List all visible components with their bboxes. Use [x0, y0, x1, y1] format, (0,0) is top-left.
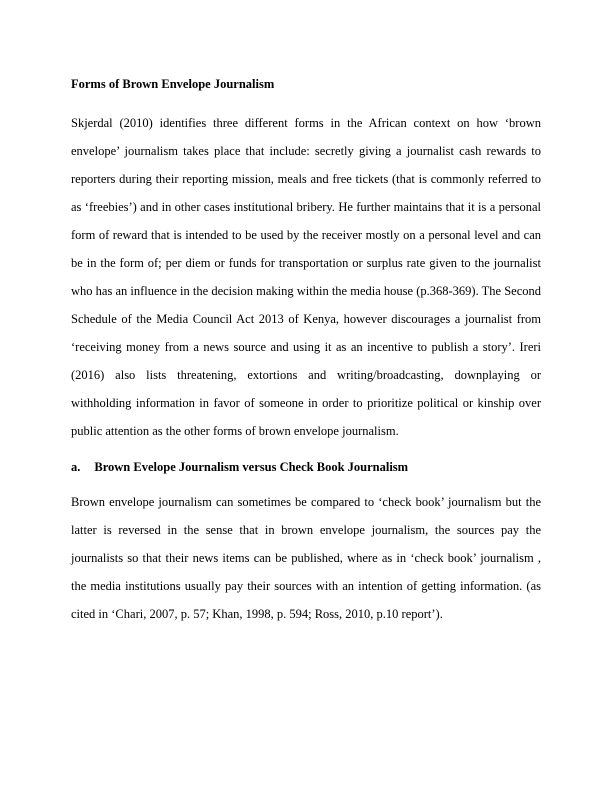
section-heading: Forms of Brown Envelope Journalism: [71, 77, 275, 91]
paragraph-checkbook-comparison: Brown envelope journalism can sometimes be compared to ‘check book’ journalism but the latter is reversed in the sense that in brown envelope journalism, the sources pay the journalists so that their news items can be published, where as in ‘check book’ journalism , the media institutions usually pay their sources with an intention of getting information. (as cited in ‘Chari, 2007, p. 57; Khan, 1998, p. 594; Ross, 2010, p.10 report’).: [71, 495, 541, 621]
subsection-heading-text: Brown Evelope Journalism versus Check Book Journalism: [94, 460, 409, 474]
subsection-heading: [71, 453, 541, 481]
paragraph-forms-description: Skjerdal (2010) identifies three different forms in the African context on how ‘brown envelope’ journalism takes place that include: secretly giving a journalist cash rewards to reporters during their reporting mission, meals and free tickets (that is commonly referred to as ‘freebies’) and in other cases institutional bribery. He further maintains that it is a personal form of reward that is intended to be used by the receiver mostly on a personal level and can be in the form of; per diem or funds for transportation or surplus rate given to the journalist who has an influence in the decision making within the media house (p.368-369). The Second Schedule of the Media Council Act 2013 of Kenya, however discourages a journalist from ‘receiving money from a news source and using it as an incentive to publish a story’. Ireri (2016) also lists threatening, extortions and writing/broadcasting, downplaying or withholding information in favor of someone in order to prioritize political or kinship over public attention as the other forms of brown envelope journalism.: [71, 116, 541, 438]
list-item-marker: a.: [71, 460, 81, 474]
